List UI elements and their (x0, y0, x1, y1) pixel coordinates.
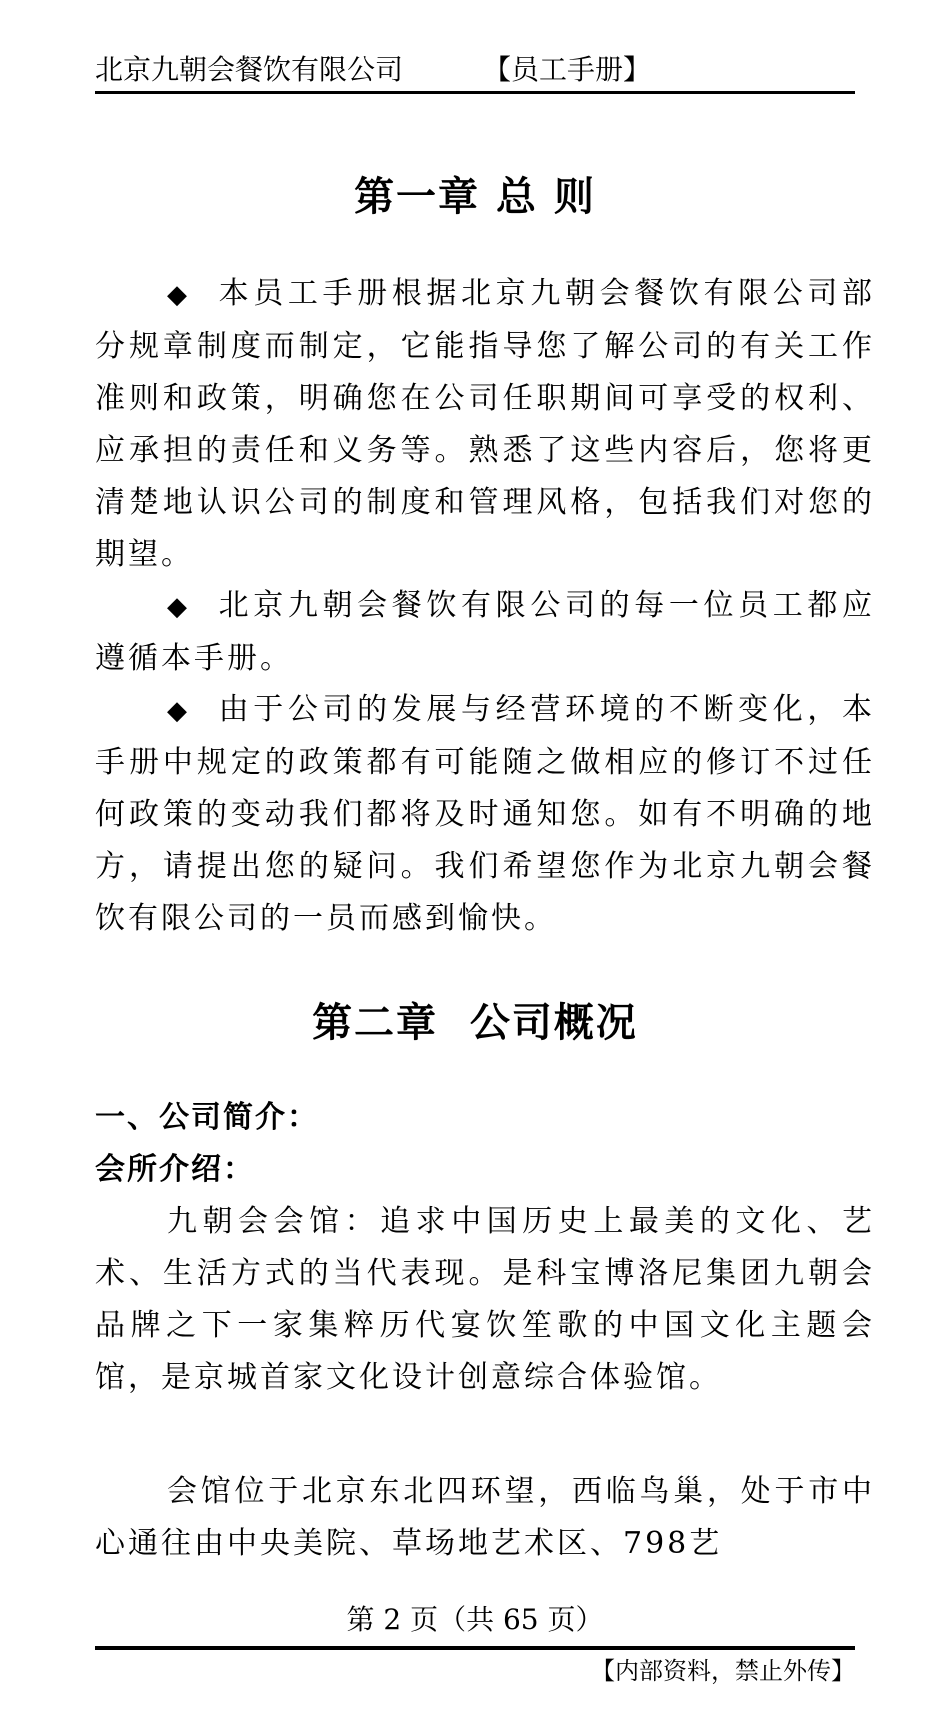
diamond-bullet-icon: ◆ (167, 696, 190, 726)
chapter-2-paragraph-1: 九朝会会馆：追求中国历史上最美的文化、艺术、生活方式的当代表现。是科宝博洛尼集团九朝会品牌之下一家集粹历代宴饮笙歌的中国文化主题会馆，是京城首家文化设计创意综合体验馆。 (95, 1204, 875, 1395)
paragraph-text: 本员工手册根据北京九朝会餐饮有限公司部分规章制度而制定，它能指导您了解公司的有关工作准则和政策，明确您在公司任职期间可享受的权利、应承担的责任和义务等。熟悉了这些内容后，您将更清楚地认识公司的制度和管理风格，包括我们对您的期望。 (95, 276, 875, 572)
chapter-1-paragraph-3 (95, 684, 875, 945)
header-company-name: 北京九朝会餐饮有限公司 (95, 53, 404, 86)
diamond-bullet-icon: ◆ (167, 280, 190, 310)
chapter-1-title: 第一章 总 则 (354, 174, 596, 220)
page-header (95, 52, 855, 94)
paragraph-text: 北京九朝会餐饮有限公司的每一位员工都应遵循本手册。 (95, 588, 875, 676)
header-handbook-label: 【员工手册】 (483, 53, 652, 86)
chapter-2-title: 第二章 公司概况 (312, 1000, 638, 1046)
chapter-1-paragraph-1 (95, 268, 875, 581)
subsection-heading-club-intro: 会所介绍： (95, 1152, 255, 1187)
footer-divider (95, 1646, 855, 1650)
section-heading-company-intro: 一、公司简介： (95, 1100, 319, 1135)
chapter-2-paragraph-2: 会馆位于北京东北四环望，西临鸟巢，处于市中心通往由中央美院、草场地艺术区、798艺 (95, 1474, 875, 1561)
paragraph-text: 由于公司的发展与经营环境的不断变化，本手册中规定的政策都有可能随之做相应的修订不过任何政策的变动我们都将及时通知您。如有不明确的地方，请提出您的疑问。我们希望您作为北京九朝会餐饮有限公司的一员而感到愉快。 (95, 692, 875, 936)
chapter-1-paragraph-2 (95, 580, 875, 685)
diamond-bullet-icon: ◆ (167, 592, 190, 622)
footer-confidential-note: 【内部资料，禁止外传】 (591, 1657, 855, 1685)
footer-page-number: 第 2 页（共 65 页） (346, 1603, 604, 1636)
